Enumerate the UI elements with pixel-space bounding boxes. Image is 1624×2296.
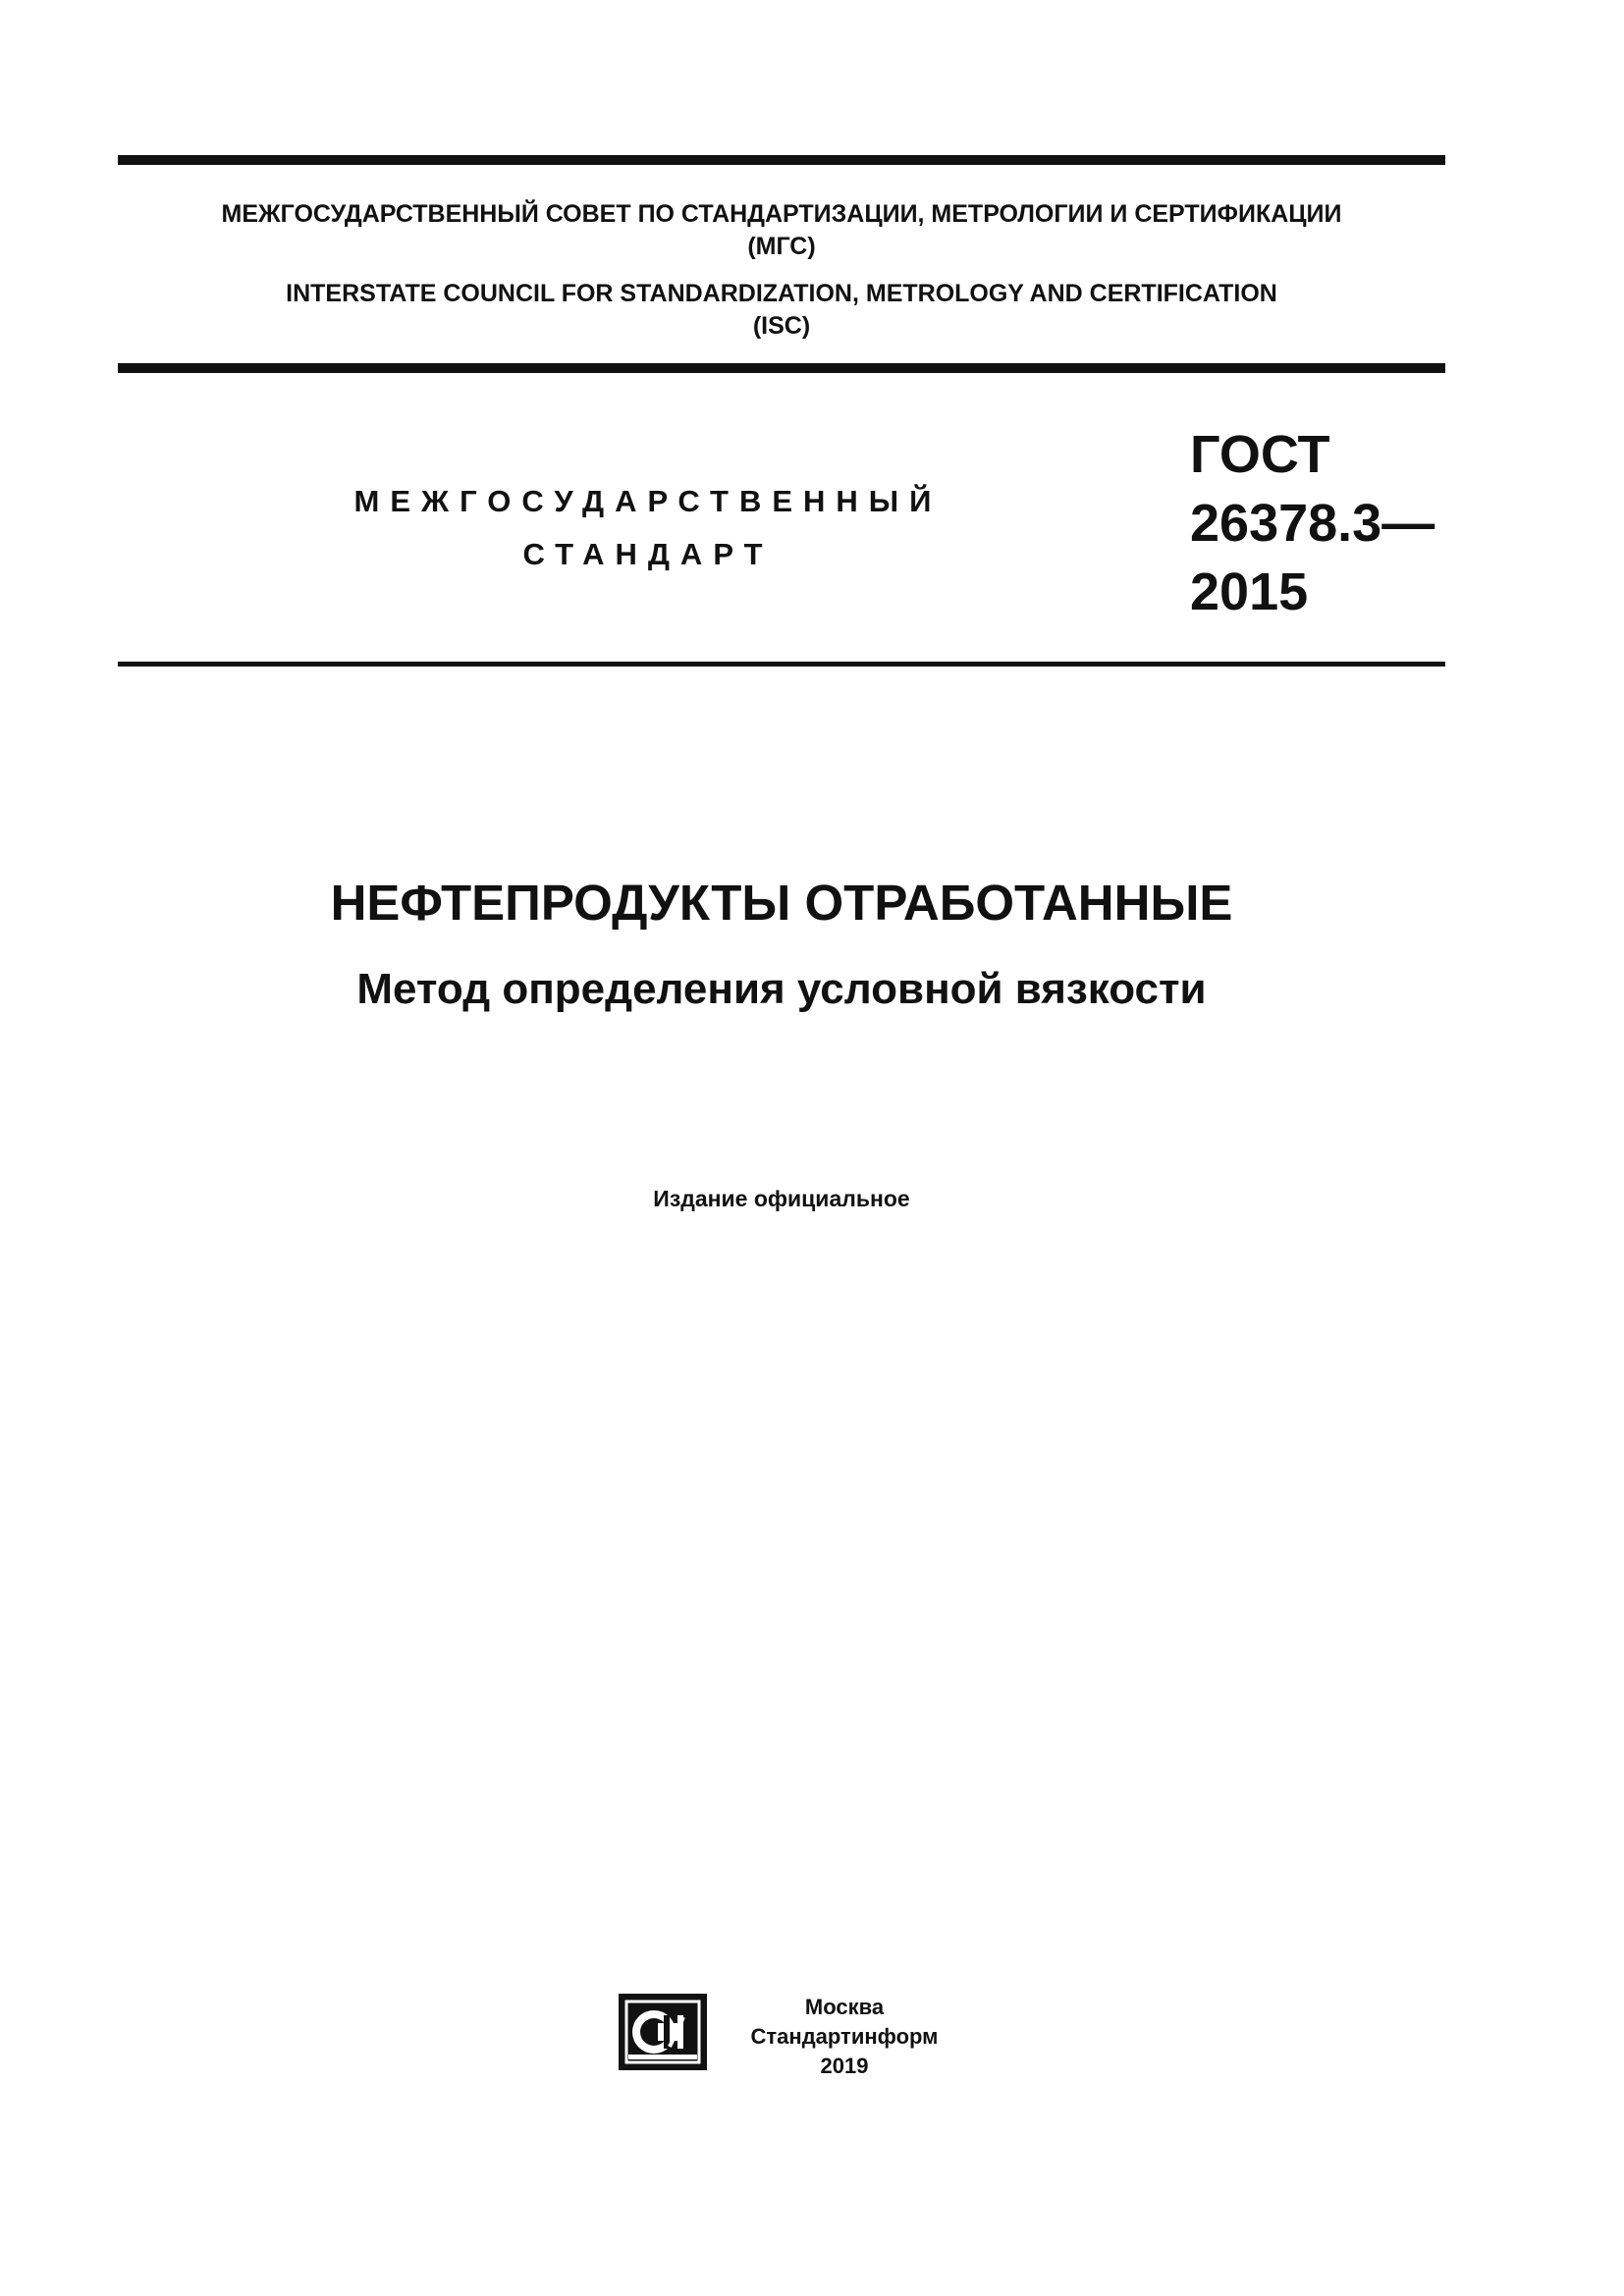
document-title: НЕФТЕПРОДУКТЫ ОТРАБОТАННЫЕ	[330, 875, 1233, 931]
standard-code-line3: 2015	[1190, 562, 1309, 621]
standard-code	[1190, 420, 1435, 626]
standard-code-line1: ГОСТ	[1190, 425, 1330, 484]
edition-note: Издание официальное	[653, 1186, 910, 1211]
document-subtitle: Метод определения условной вязкости	[356, 965, 1207, 1013]
council-ru-name: МЕЖГОСУДАРСТВЕННЫЙ СОВЕТ ПО СТАНДАРТИЗАЦИИ, МЕТРОЛОГИИ И СЕРТИФИКАЦИИ	[221, 200, 1342, 228]
council-ru	[118, 198, 1445, 263]
middle-rule	[118, 363, 1445, 373]
publisher-year: 2019	[820, 2054, 869, 2078]
publisher-name: Стандартинформ	[750, 2024, 939, 2049]
standard-code-line2: 26378.3—	[1190, 494, 1435, 553]
bottom-rule	[118, 662, 1445, 667]
standard-type-line1: МЕЖГОСУДАРСТВЕННЫЙ	[353, 484, 943, 518]
top-rule	[118, 155, 1445, 165]
standard-type	[314, 475, 982, 581]
standard-type-line2: СТАНДАРТ	[522, 537, 774, 571]
publisher-block	[727, 1993, 962, 2081]
standartinform-logo-icon	[619, 1994, 707, 2070]
council-en-name: INTERSTATE COUNCIL FOR STANDARDIZATION, METROLOGY AND CERTIFICATION	[286, 280, 1277, 307]
publisher-city: Москва	[804, 1995, 885, 2019]
council-ru-abbr: (МГС)	[747, 233, 816, 260]
council-en-abbr: (ISC)	[752, 312, 811, 340]
council-en	[118, 278, 1445, 343]
